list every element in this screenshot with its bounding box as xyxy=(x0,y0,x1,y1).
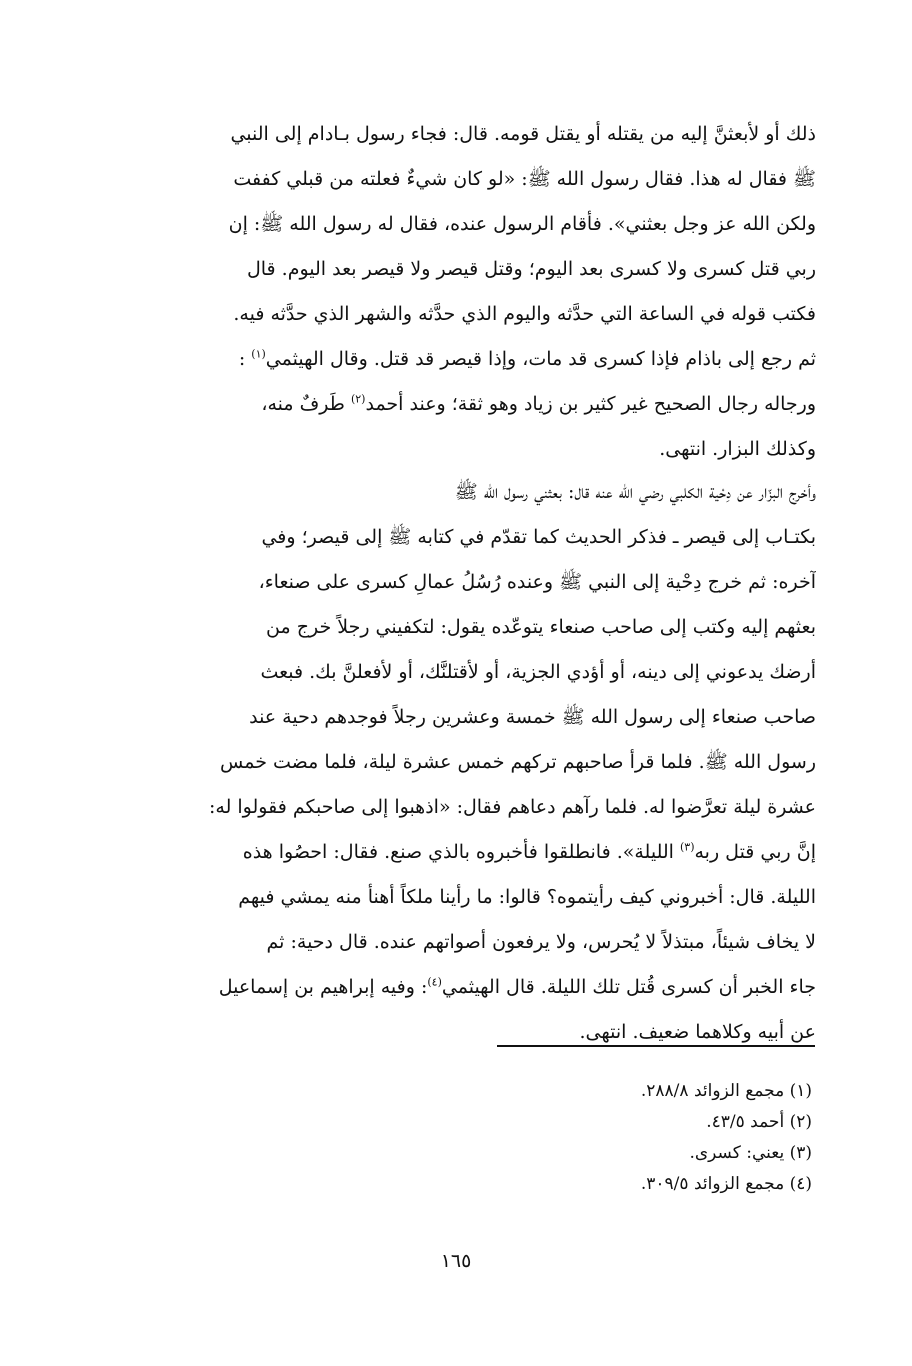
footnote: (٢) أحمد ٤٣/٥. xyxy=(706,1112,812,1132)
text-line: ذلك أو لأبعثنَّ إليه من يقتله أو يقتل قومه. قال: فجاء رسول بـادام إلى النبي xyxy=(230,123,816,145)
text-segment: ثم رجع إلى باذام فإذا كسرى قد مات، وإذا قيصر قد قتل. وقال الهيثمي xyxy=(265,348,816,370)
footnotes xyxy=(412,1076,812,1200)
paragraph-1 xyxy=(98,112,816,472)
text-segment: طَرفٌ منه، xyxy=(261,393,351,415)
paragraph-2 xyxy=(98,470,816,1055)
text-line xyxy=(98,965,816,1010)
text-line: ﷺ فقال له هذا. فقال رسول الله ﷺ: «لو كان شيءٌ فعلته من قبلي كففت xyxy=(233,168,816,190)
footnote-reference: (٢) xyxy=(350,392,366,406)
text-segment: جاء الخبر أن كسرى قُتل تلك الليلة. قال الهيثمي xyxy=(441,976,816,998)
text-line xyxy=(98,337,816,382)
text-line xyxy=(98,830,816,875)
footnote-reference: (٣) xyxy=(679,840,695,854)
text-line: صاحب صنعاء إلى رسول الله ﷺ خمسة وعشرين رجلاً فوجدهم دحية عند xyxy=(249,706,816,728)
text-segment: : xyxy=(238,348,252,370)
text-segment: ورجاله رجال الصحيح غير كثير بن زياد وهو ثقة؛ وعند أحمد xyxy=(365,393,816,415)
text-line: رسول الله ﷺ. فلما قرأ صاحبهم تركهم خمس عشرة ليلة، فلما مضت خمس xyxy=(220,751,816,773)
text-line: عشرة ليلة تعرَّضوا له. فلما رآهم دعاهم فقال: «اذهبوا إلى صاحبكم فقولوا له: xyxy=(208,796,816,818)
text-segment: الليلة». فانطلقوا فأخبروه بالذي صنع. فقال: احصُوا هذه xyxy=(242,841,680,863)
text-line: بكتـاب إلى قيصر ـ فذكر الحديث كما تقدّم في كتابه ﷺ إلى قيصر؛ وفي xyxy=(261,526,816,548)
footnote: (٣) يعني: كسرى. xyxy=(689,1143,812,1163)
text-line: ولكن الله عز وجل بعثني». فأقام الرسول عنده، فقال له رسول الله ﷺ: إن xyxy=(228,213,816,235)
text-segment: إنَّ ربي قتل ربه xyxy=(694,841,816,863)
text-line: ربي قتل كسرى ولا كسرى بعد اليوم؛ وقتل قيصر ولا قيصر بعد اليوم. قال xyxy=(246,258,816,280)
footnote: (١) مجمع الزوائد ٢٨٨/٨. xyxy=(640,1081,812,1101)
text-line: لا يخاف شيئاً، مبتذلاً لا يُحرس، ولا يرفعون أصواتهم عنده. قال دحية: ثم xyxy=(266,931,816,953)
text-line: بعثهم إليه وكتب إلى صاحب صنعاء يتوعّده يقول: لتكفيني رجلاً خرج من xyxy=(266,616,816,638)
text-line: أرضك يدعوني إلى دينه، أو أؤدي الجزية، أو لأقتلنَّك، أو لأفعلنَّ بك. فبعث xyxy=(260,661,816,683)
text-line: آخره: ثم خرج دِحْية إلى النبي ﷺ وعنده رُسُلُ عمالِ كسرى على صنعاء، xyxy=(258,571,816,593)
footnote-reference: (١) xyxy=(251,347,266,361)
text-line: وكذلك البزار. انتهى. xyxy=(659,438,816,460)
text-segment: : وفيه إبراهيم بن إسماعيل xyxy=(218,976,428,998)
footnote-divider xyxy=(497,1045,815,1047)
page-number: ١٦٥ xyxy=(440,1250,472,1272)
text-line: وأخرج البزّار عن دِحْية الكلبي رضي الله عنه قال: بعثني رسول الله ﷺ xyxy=(454,481,816,503)
footnote-reference: (٤) xyxy=(427,975,442,989)
text-line: الليلة. قال: أخبروني كيف رأيتموه؟ قالوا: ما رأينا ملكاً أهنأ منه يمشي فيهم xyxy=(238,886,816,908)
text-line: عن أبيه وكلاهما ضعيف. انتهى. xyxy=(579,1021,816,1043)
text-line: فكتب قوله في الساعة التي حدَّثه واليوم الذي حدَّثه والشهر الذي حدَّثه فيه. xyxy=(233,303,816,325)
footnote: (٤) مجمع الزوائد ٣٠٩/٥. xyxy=(640,1174,812,1194)
text-line xyxy=(98,382,816,427)
